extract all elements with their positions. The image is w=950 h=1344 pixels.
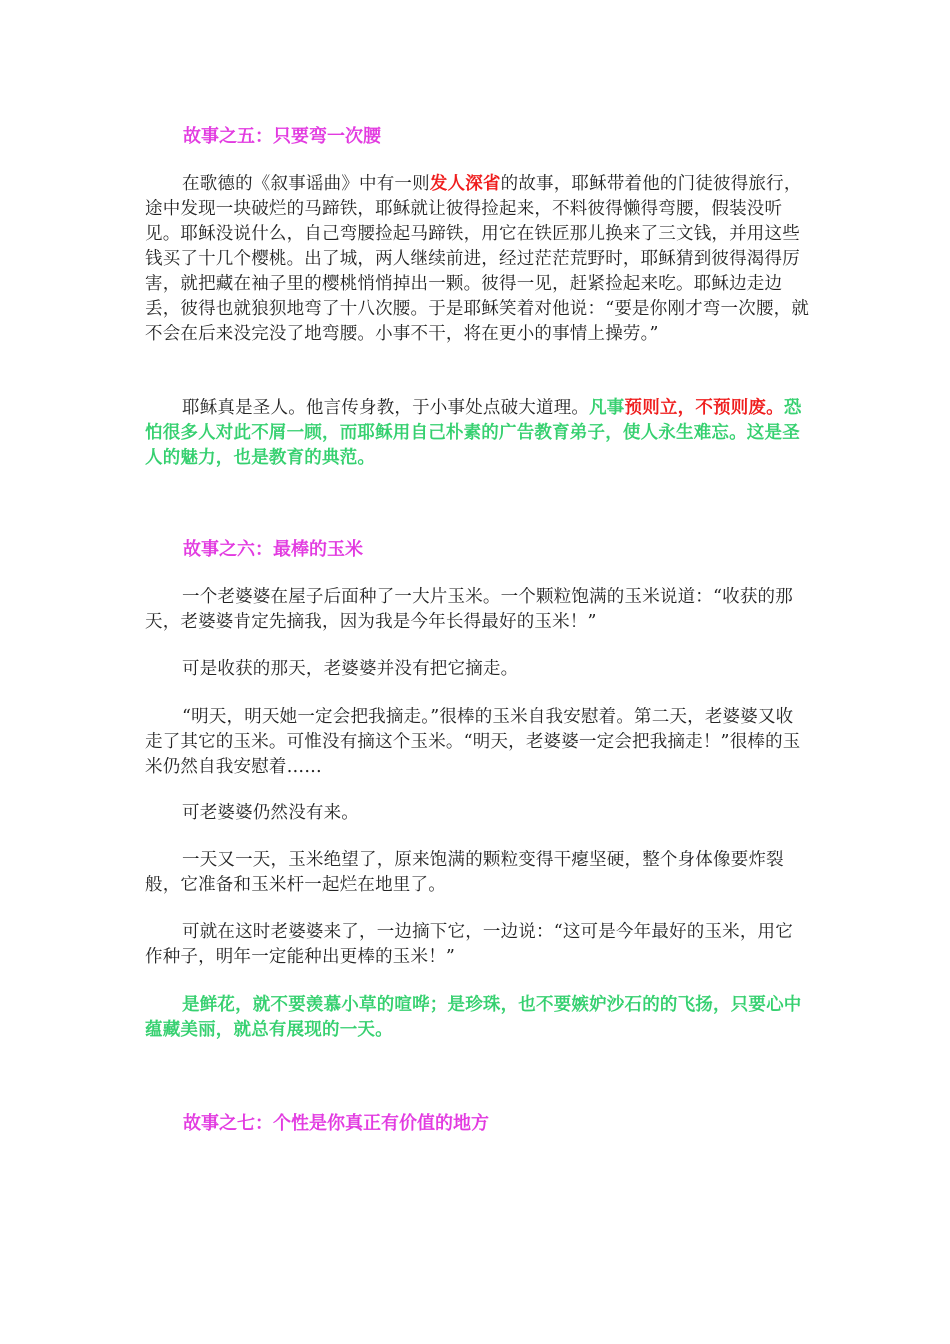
story5-p1-text-b: 的故事，耶稣带着他的门徒彼得旅行，途中发现一块破烂的马蹄铁，耶稣就让彼得捡起来，不料彼得懒得弯腰，假装没听见。耶稣没说什么，自己弯腰捡起马蹄铁，用它在铁匠那儿换来了三文钱，并用这些钱买了十几个樱桃。出了城，两人继续前进，经过茫茫荒野时，耶稣猜到彼得渴得厉害，就把藏在袖子里的樱桃悄悄掉出一颗。彼得一见，赶紧捡起来吃。耶稣边走边丢，彼得也就狼狈地弯了十八次腰。于是耶稣笑着对他说：“要是你刚才弯一次腰，就不会在后来没完没了地弯腰。小事不干，将在更小的事情上操劳。” — [145, 174, 810, 344]
story6-heading: 故事之六：最棒的玉米 — [183, 539, 363, 560]
story6-paragraph-6: 可就在这时老婆婆来了，一边摘下它，一边说：“这可是今年最好的玉米，用它作种子，明年一定能种出更棒的玉米！” — [145, 922, 793, 967]
story5-p2-green-1: 凡事 — [589, 398, 625, 418]
story5-p2-red: 预则立，不预则废。 — [624, 398, 784, 418]
story5-heading: 故事之五：只要弯一次腰 — [183, 126, 381, 147]
story5-paragraph-2 — [145, 396, 810, 471]
story5-p2-green-2: 恐怕很多人对此不屑一顾，而耶稣用自己朴素的广告教育弟子，使人永生难忘。这是圣人的魅力，也是教育的典范。 — [145, 398, 802, 468]
story6-paragraph-2: 可是收获的那天，老婆婆并没有把它摘走。 — [182, 659, 519, 679]
story5-paragraph-1 — [145, 172, 810, 347]
story5-p2-text: 耶稣真是圣人。他言传身教，于小事处点破大道理。 — [182, 398, 590, 418]
story6-paragraph-1: 一个老婆婆在屋子后面种了一大片玉米。一个颗粒饱满的玉米说道：“收获的那天，老婆婆肯定先摘我，因为我是今年长得最好的玉米！” — [145, 587, 793, 632]
story6-paragraph-4: 可老婆婆仍然没有来。 — [182, 803, 359, 823]
story6-paragraph-7: 是鲜花，就不要羡慕小草的喧哗；是珍珠，也不要嫉妒沙石的的飞扬，只要心中蕴藏美丽，就总有展现的一天。 — [145, 995, 802, 1040]
story5-p1-text-a: 在歌德的《叙事谣曲》中有一则 — [182, 174, 430, 194]
story6-paragraph-3: “明天，明天她一定会把我摘走。”很棒的玉米自我安慰着。第二天，老婆婆又收走了其它的玉米。可惟没有摘这个玉米。“明天，老婆婆一定会把我摘走！”很棒的玉米仍然自我安慰着…… — [145, 707, 801, 777]
story7-heading: 故事之七：个性是你真正有价值的地方 — [183, 1113, 489, 1134]
story6-paragraph-5: 一天又一天，玉米绝望了，原来饱满的颗粒变得干瘪坚硬，整个身体像要炸裂般，它准备和玉米杆一起烂在地里了。 — [145, 850, 784, 895]
story5-p1-highlight: 发人深省 — [429, 174, 501, 194]
